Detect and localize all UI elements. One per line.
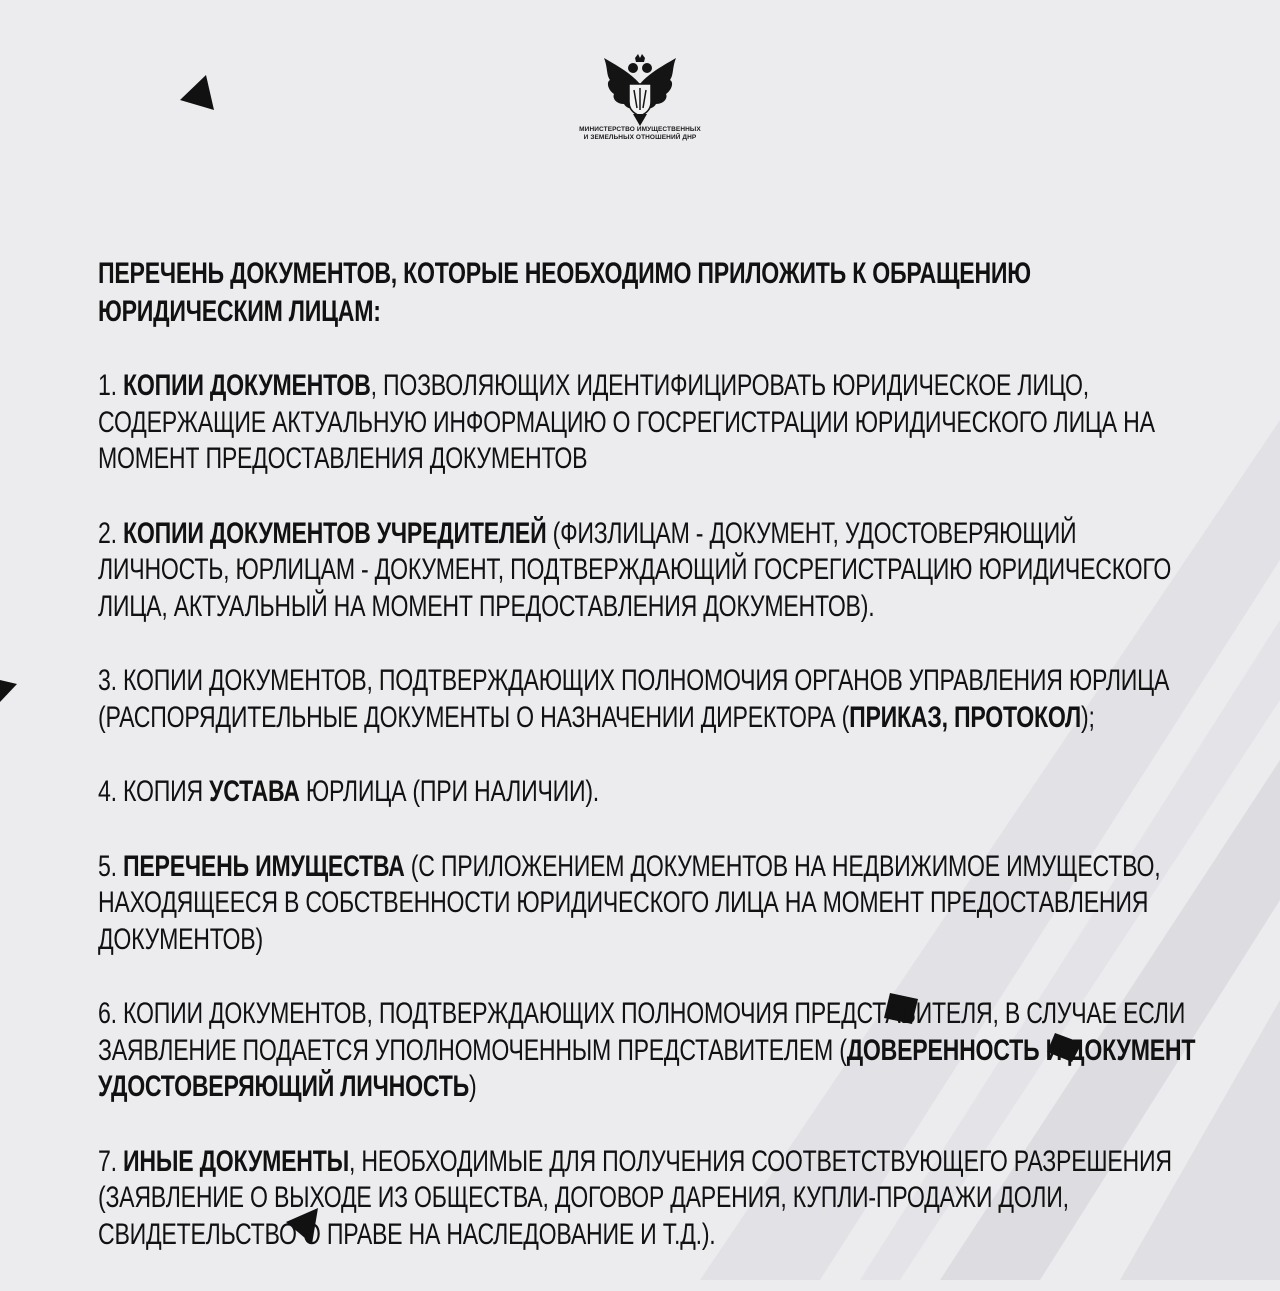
page-title: ПЕРЕЧЕНЬ ДОКУМЕНТОВ, КОТОРЫЕ НЕОБХОДИМО ПРИЛОЖИТЬ К ОБРАЩЕНИЮ ЮРИДИЧЕСКИМ ЛИЦАМ: — [98, 257, 1031, 328]
list-item-7-bold: ИНЫЕ ДОКУМЕНТЫ — [123, 1144, 350, 1178]
triangle-top-left — [180, 75, 214, 110]
list-item-1: 1. КОПИИ ДОКУМЕНТОВ, ПОЗВОЛЯЮЩИХ ИДЕНТИФИЦИРОВАТЬ ЮРИДИЧЕСКОЕ ЛИЦО, СОДЕРЖАЩИЕ АКТУАЛЬНУЮ ИНФОРМАЦИЮ О ГОСРЕГИСТРАЦИИ ЮРИДИЧЕСКОГО ЛИЦА НА МОМЕНТ ПРЕДОСТАВЛЕНИЯ ДОКУМЕНТОВ — [98, 369, 1155, 475]
list-item-5: 5. ПЕРЕЧЕНЬ ИМУЩЕСТВА (С ПРИЛОЖЕНИЕМ ДОКУМЕНТОВ НА НЕДВИЖИМОЕ ИМУЩЕСТВО, НАХОДЯЩЕЕСЯ В СОБСТВЕННОСТИ ЮРИДИЧЕСКОГО ЛИЦА НА МОМЕНТ ПРЕДОСТАВЛЕНИЯ ДОКУМЕНТОВ) — [98, 849, 1161, 956]
list-item-6-bold: ДОВЕРЕННОСТЬ И ДОКУМЕНТ УДОСТОВЕРЯЮЩИЙ ЛИЧНОСТЬ — [98, 1033, 1196, 1103]
ministry-name-line2: И ЗЕМЕЛЬНЫХ ОТНОШЕНИЙ ДНР — [583, 134, 697, 141]
document-body — [98, 255, 1208, 1291]
list-item-4-bold: УСТАВА — [209, 775, 300, 808]
list-item-3-bold: ПРИКАЗ, ПРОТОКОЛ — [849, 700, 1082, 734]
list-item-6: 6. КОПИИ ДОКУМЕНТОВ, ПОДТВЕРЖДАЮЩИХ ПОЛНОМОЧИЯ ПРЕДСТАВИТЕЛЯ, В СЛУЧАЕ ЕСЛИ ЗАЯВЛЕНИЕ ПОДАЕТСЯ УПОЛНОМОЧЕННЫМ ПРЕДСТАВИТЕЛЕМ (ДОВЕРЕННОСТЬ И ДОКУМЕНТ УДОСТОВЕРЯЮЩИЙ ЛИЧНОСТЬ) — [98, 997, 1196, 1103]
list-item-3: 3. КОПИИ ДОКУМЕНТОВ, ПОДТВЕРЖДАЮЩИХ ПОЛНОМОЧИЯ ОРГАНОВ УПРАВЛЕНИЯ ЮРЛИЦА (РАСПОРЯДИТЕЛЬНЫЕ ДОКУМЕНТЫ О НАЗНАЧЕНИИ ДИРЕКТОРА (ПРИКАЗ, ПРОТОКОЛ); — [98, 664, 1170, 734]
triangle-left-edge — [0, 680, 17, 702]
list-item-7: 7. ИНЫЕ ДОКУМЕНТЫ, НЕОБХОДИМЫЕ ДЛЯ ПОЛУЧЕНИЯ СООТВЕТСТВУЮЩЕГО РАЗРЕШЕНИЯ (ЗАЯВЛЕНИЕ О ВЫХОДЕ ИЗ ОБЩЕСТВА, ДОГОВОР ДАРЕНИЯ, КУПЛИ-ПРОДАЖИ ДОЛИ, СВИДЕТЕЛЬСТВО О ПРАВЕ НА НАСЛЕДОВАНИЕ И Т.Д.). — [98, 1144, 1172, 1251]
ministry-logo — [568, 54, 712, 142]
list-item-5-bold: ПЕРЕЧЕНЬ ИМУЩЕСТВА — [123, 849, 405, 883]
list-item-2-bold: КОПИИ ДОКУМЕНТОВ УЧРЕДИТЕЛЕЙ — [123, 516, 547, 550]
eagle-coat-of-arms-icon — [600, 54, 680, 126]
ministry-name-line1: МИНИСТЕРСТВО ИМУЩЕСТВЕННЫХ — [579, 126, 701, 133]
list-item-1-bold: КОПИИ ДОКУМЕНТОВ — [123, 369, 371, 402]
list-item-4: 4. КОПИЯ УСТАВА ЮРЛИЦА (ПРИ НАЛИЧИИ). — [98, 775, 600, 808]
list-item-2: 2. КОПИИ ДОКУМЕНТОВ УЧРЕДИТЕЛЕЙ (ФИЗЛИЦАМ - ДОКУМЕНТ, УДОСТОВЕРЯЮЩИЙ ЛИЧНОСТЬ, ЮРЛИЦАМ - ДОКУМЕНТ, ПОДТВЕРЖДАЮЩИЙ ГОСРЕГИСТРАЦИЮ ЮРИДИЧЕСКОГО ЛИЦА, АКТУАЛЬНЫЙ НА МОМЕНТ ПРЕДОСТАВЛЕНИЯ ДОКУМЕНТОВ). — [98, 516, 1172, 623]
